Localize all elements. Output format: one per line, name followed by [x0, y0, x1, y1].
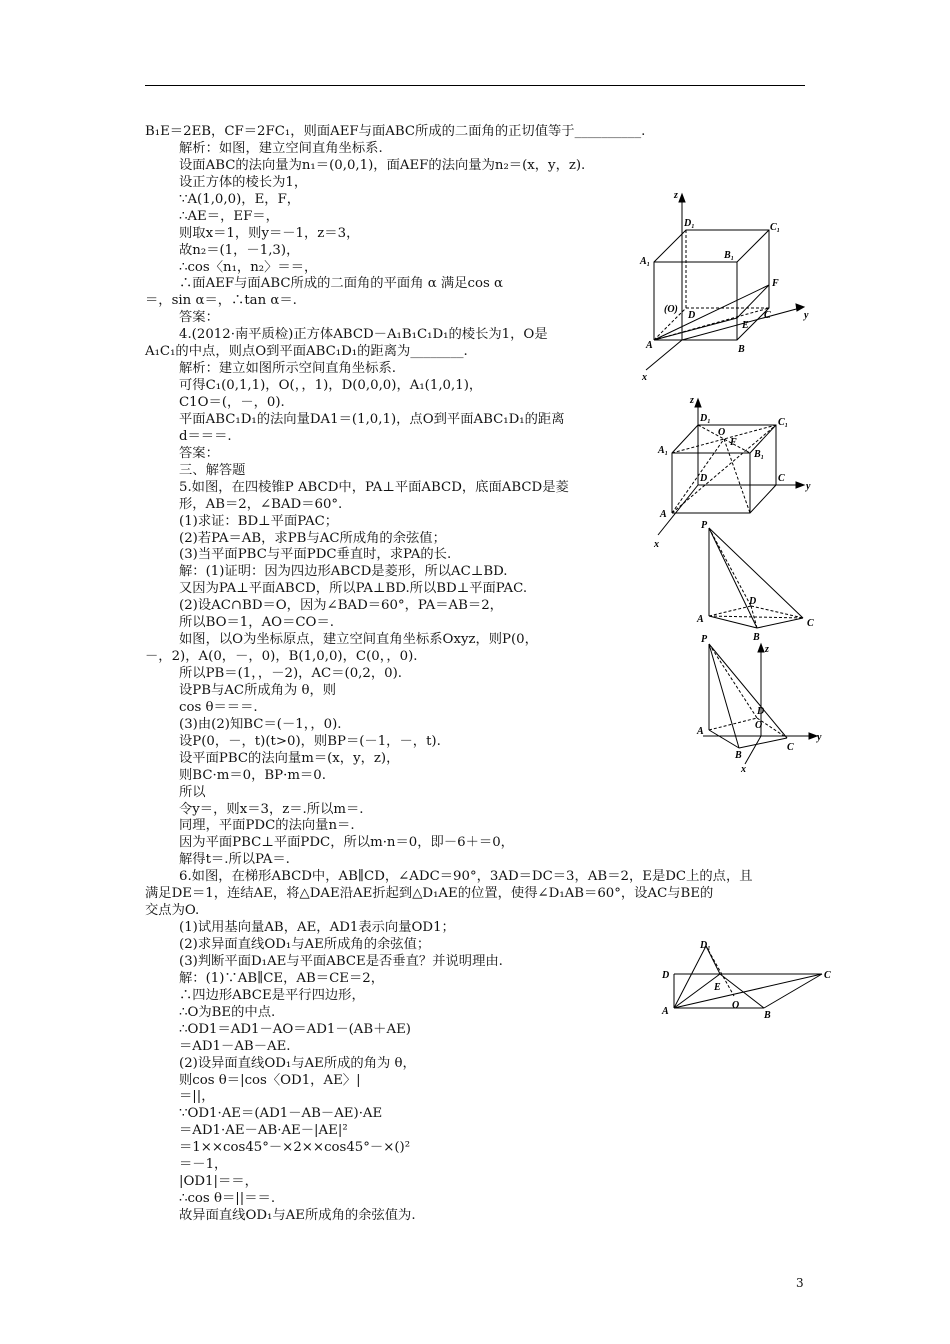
fig1-label-f: F	[772, 278, 779, 289]
text-line: (2)求异面直线OD₁与AE所成角的余弦值；	[179, 937, 431, 952]
figure-pyramid	[695, 518, 825, 643]
text-line: 如图，以O为坐标原点，建立空间直角坐标系Oxyz，则P(0，	[179, 632, 538, 648]
fig3-label-a: A	[697, 614, 704, 625]
page-number: 3	[796, 1276, 804, 1290]
fig2-label-x: x	[654, 539, 659, 550]
figure-trapezoid-fold	[660, 940, 835, 1020]
fig3-label-d: D	[749, 596, 757, 607]
text-line: 解：(1)证明：因为四边形ABCD是菱形，所以AC⊥BD.	[179, 564, 508, 580]
fig1-label-d1: D₁	[684, 218, 695, 229]
text-line: ∴OD1＝AD1－AO＝AD1－(AB＋AE)	[179, 1021, 411, 1037]
fig1-label-d: D	[688, 310, 696, 321]
text-line: ∴O为BE的中点.	[179, 1004, 276, 1020]
fig1-label-e: E	[742, 320, 749, 331]
text-line: 解析：建立如图所示空间直角坐标系.	[179, 361, 396, 377]
text-line: ∴cos θ＝||＝＝.	[179, 1191, 276, 1207]
text-line: cos θ＝＝＝.	[179, 699, 258, 715]
fig2-label-d: D	[700, 473, 708, 484]
text-line: 故n₂＝(1，－1,3)，	[179, 242, 300, 258]
fig4-label-c: C	[787, 742, 794, 753]
fig1-label-b1: B₁	[724, 250, 735, 261]
fig2-label-z: z	[690, 395, 694, 406]
text-line: ＝AD1－AB－AE.	[179, 1038, 291, 1054]
text-line: 可得C₁(0,1,1)，O(，，1)，D(0,0,0)，A₁(1,0,1)，	[179, 378, 483, 394]
text-line: (1)求证：BD⊥平面PAC；	[179, 513, 339, 529]
text-line: ＝－1，	[179, 1157, 228, 1173]
text-line: (2)设异面直线OD₁与AE所成的角为 θ，	[179, 1055, 416, 1071]
fig2-label-a: A	[660, 509, 667, 520]
text-line: 平面ABC₁D₁的法向量DA1＝(1,0,1)，点O到平面ABC₁D₁的距离	[179, 411, 565, 427]
header-rule	[145, 85, 805, 86]
fig1-label-x: x	[642, 372, 647, 383]
text-line: d＝＝＝.	[179, 428, 232, 444]
text-line: 交点为O.	[145, 903, 200, 919]
text-line: C1O＝(，－，0).	[179, 395, 285, 410]
fig4-label-z: z	[765, 644, 769, 655]
fig2-label-d1: D₁	[700, 413, 711, 424]
text-line: (2)若PA＝AB，求PB与AC所成角的余弦值；	[179, 530, 446, 546]
text-line: ＝||，	[179, 1089, 215, 1105]
text-line: |OD1|＝＝，	[179, 1174, 258, 1190]
fig3-label-p: P	[701, 520, 708, 531]
fig4-label-y: y	[817, 732, 822, 743]
fig5-label-d1: D₁	[700, 940, 711, 951]
text-line: (1)试用基向量AB，AE，AD1表示向量OD1；	[179, 920, 455, 936]
text-line: 6.如图，在梯形ABCD中，AB∥CD，∠ADC＝90°，3AD＝DC＝3，AB＝2，E是DC上的点，且	[179, 869, 753, 885]
fig2-label-a1: A₁	[658, 445, 669, 456]
fig2-label-c: C	[778, 473, 785, 484]
text-line: 解：(1)∵AB∥CE，AB＝CE＝2，	[179, 970, 385, 986]
fig1-label-c: C	[764, 310, 771, 321]
text-line: 答案：	[179, 310, 219, 326]
fig5-label-a: A	[662, 1006, 669, 1017]
fig2-label-f: F	[730, 437, 737, 448]
fig5-label-c: C	[824, 970, 831, 981]
text-line: 则BC·m＝0，BP·m＝0.	[179, 767, 326, 783]
fig4-label-x: x	[741, 764, 746, 775]
fig1-label-z: z	[674, 190, 678, 201]
fig2-label-o: O	[718, 427, 726, 438]
text-line: 解得t＝.所以PA＝.	[179, 852, 290, 868]
fig4-label-p: P	[701, 634, 708, 645]
text-line: 同理，平面PDC的法向量n＝.	[179, 818, 355, 834]
figure-pyramid-axes	[695, 634, 825, 778]
fig5-label-d: D	[662, 970, 670, 981]
text-line: (3)由(2)知BC＝(－1，，0).	[179, 716, 342, 732]
fig1-label-o: (O)	[664, 304, 678, 315]
figure-cube-aef	[632, 190, 822, 390]
fig2-label-b1: B₁	[754, 449, 765, 460]
text-line: ＝1××cos45°－×2××cos45°－×()²	[179, 1140, 411, 1156]
text-line: ∴面AEF与面ABC所成的二面角的平面角 α 满足cos α	[179, 276, 503, 292]
text-line: 设PB与AC所成角为 θ，则	[179, 682, 337, 698]
text-line: ＝，sin α＝，∴tan α＝.	[145, 293, 297, 309]
fig1-label-c1: C₁	[770, 222, 781, 233]
fig3-label-b: B	[753, 632, 760, 643]
text-line: 解析：如图，建立空间直角坐标系.	[179, 140, 383, 156]
fig4-label-o: O	[755, 720, 763, 731]
text-line: 则取x＝1，则y＝－1，z＝3，	[179, 225, 360, 241]
text-line: 三、解答题	[179, 462, 246, 478]
text-line: ∵A(1,0,0)，E，F，	[179, 191, 301, 207]
text-line: (3)判断平面D₁AE与平面ABCE是否垂直？并说明理由.	[179, 953, 503, 969]
text-line: 设P(0，－，t)(t>0)，则BP＝(－1，－，t).	[179, 733, 441, 749]
text-line: 所以PB＝(1，，－2)，AC＝(0,2，0).	[179, 666, 403, 681]
text-line: 设正方体的棱长为1，	[179, 174, 308, 190]
text-line: A₁C₁的中点，则点O到平面ABC₁D₁的距离为________.	[145, 344, 468, 360]
text-line: 令y＝，则x＝3，z＝.所以m＝.	[179, 801, 364, 817]
fig5-label-e: E	[714, 982, 721, 993]
text-line: 因为平面PBC⊥平面PDC，所以m·n＝0，即－6＋＝0，	[179, 835, 514, 851]
text-line: (3)当平面PBC与平面PDC垂直时，求PA的长.	[179, 547, 452, 563]
fig5-label-o: O	[732, 1000, 740, 1011]
fig1-label-a1: A₁	[640, 256, 651, 267]
fig1-label-a: A	[646, 340, 653, 351]
text-line: 4.(2012·南平质检)正方体ABCD－A₁B₁C₁D₁的棱长为1，O是	[179, 327, 548, 343]
text-line: －，2)，A(0，－，0)，B(1,0,0)，C(0，，0).	[145, 649, 418, 665]
text-line: B₁E＝2EB，CF＝2FC₁，则面AEF与面ABC所成的二面角的正切值等于__________.	[145, 124, 646, 139]
text-line: 设面ABC的法向量为n₁＝(0,0,1)，面AEF的法向量为n₂＝(x，y，z).	[179, 157, 586, 173]
text-line: 设平面PBC的法向量m＝(x，y，z)，	[179, 750, 400, 766]
text-line: 形，AB＝2，∠BAD＝60°.	[179, 496, 343, 512]
fig4-label-b: B	[735, 750, 742, 761]
fig4-label-a: A	[697, 726, 704, 737]
text-line: 答案：	[179, 445, 219, 461]
text-line: ∴AE＝，EF＝，	[179, 208, 279, 224]
text-line: 所以BO＝1，AO＝CO＝.	[179, 615, 334, 631]
text-line: 5.如图，在四棱锥P ABCD中，PA⊥平面ABCD，底面ABCD是菱	[179, 479, 569, 495]
text-line: ∴cos〈n₁，n₂〉＝＝，	[179, 259, 318, 275]
fig2-label-y: y	[806, 481, 811, 492]
fig5-label-b: B	[764, 1010, 771, 1021]
fig1-label-b: B	[738, 344, 745, 355]
text-line: 所以	[179, 784, 206, 800]
text-line: 满足DE＝1，连结AE，将△DAE沿AE折起到△D₁AE的位置，使得∠D₁AB＝60°，设AC与BE的	[145, 886, 714, 902]
text-line: 又因为PA⊥平面ABCD，所以PA⊥BD.所以BD⊥平面PAC.	[179, 581, 528, 597]
text-line: 故异面直线OD₁与AE所成角的余弦值为.	[179, 1208, 416, 1223]
fig4-label-d: D	[757, 706, 765, 717]
text-line: ∴四边形ABCE是平行四边形，	[179, 987, 365, 1003]
text-line: (2)设AC∩BD＝O，因为∠BAD＝60°，PA＝AB＝2，	[179, 598, 503, 614]
text-line: ＝AD1·AE－AB·AE－|AE|²	[179, 1123, 348, 1139]
text-line: 则cos θ＝|cos〈OD1，AE〉|	[179, 1072, 361, 1088]
fig3-label-c: C	[807, 618, 814, 629]
fig1-label-y: y	[804, 310, 809, 321]
fig2-label-c1: C₁	[778, 417, 789, 428]
text-line: ∵OD1·AE＝(AD1－AB－AE)·AE	[179, 1106, 383, 1122]
